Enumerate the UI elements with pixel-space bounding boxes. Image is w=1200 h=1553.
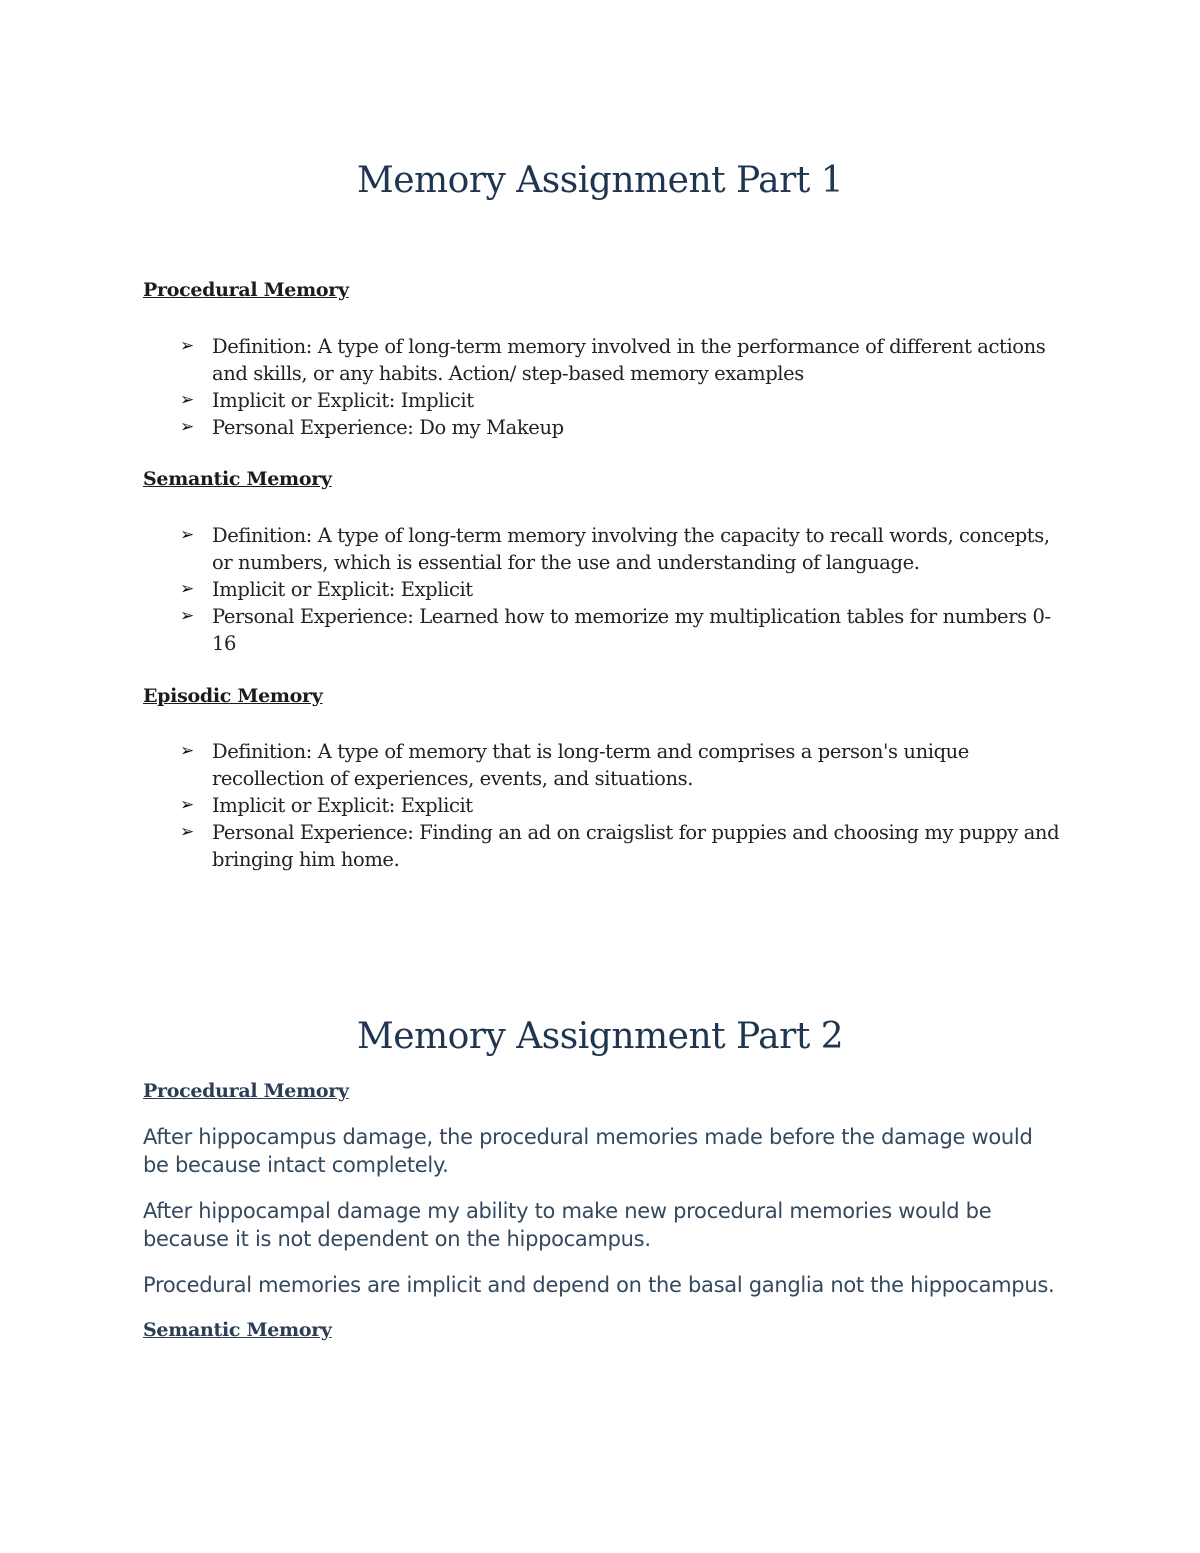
part1-title: Memory Assignment Part 1 [356,160,844,201]
list-item: ➢ Implicit or Explicit: Explicit [180,578,473,601]
arrowhead-bullet-icon: ➢ [180,336,194,356]
list-item: ➢ Definition: A type of long-term memory involving the capacity to recall words, concepts, or numbers, which is essential for the use and understanding of language. [180,524,1050,574]
arrowhead-bullet-icon: ➢ [180,795,194,815]
part2-heading-semantic: Semantic Memory [143,1319,332,1341]
list-item: ➢ Personal Experience: Do my Makeup [180,416,564,439]
arrowhead-bullet-icon: ➢ [180,741,194,761]
part2-heading-procedural: Procedural Memory [143,1080,349,1102]
arrowhead-bullet-icon: ➢ [180,822,194,842]
list-item: ➢ Personal Experience: Finding an ad on craigslist for puppies and choosing my puppy and bringing him home. [180,821,1060,871]
paragraph-basal-ganglia: Procedural memories are implicit and depend on the basal ganglia not the hippocampus. [143,1273,1055,1297]
semantic-bullet-list [180,522,1060,657]
list-item: ➢ Definition: A type of memory that is long-term and comprises a person's unique recollection of experiences, events, and situations. [180,740,969,790]
list-item: ➢ Personal Experience: Learned how to memorize my multiplication tables for numbers 0-16 [180,605,1051,655]
episodic-bullet-list [180,738,1060,873]
arrowhead-bullet-icon: ➢ [180,525,194,545]
list-item: ➢ Implicit or Explicit: Implicit [180,389,474,412]
arrowhead-bullet-icon: ➢ [180,579,194,599]
arrowhead-bullet-icon: ➢ [180,417,194,437]
arrowhead-bullet-icon: ➢ [180,606,194,626]
paragraph-new-memories: After hippocampal damage my ability to make new procedural memories would be because it is not dependent on the hippocampus. [143,1199,992,1251]
section-heading-episodic: Episodic Memory [143,685,323,707]
section-heading-semantic: Semantic Memory [143,468,332,490]
arrowhead-bullet-icon: ➢ [180,390,194,410]
part2-title: Memory Assignment Part 2 [356,1016,844,1057]
list-item: ➢ Definition: A type of long-term memory involved in the performance of different actions and skills, or any habits. Action/ step-based memory examples [180,335,1046,385]
procedural-bullet-list [180,333,1060,441]
list-item: ➢ Implicit or Explicit: Explicit [180,794,473,817]
section-heading-procedural: Procedural Memory [143,279,349,301]
paragraph-prior-memories: After hippocampus damage, the procedural memories made before the damage would be because intact completely. [143,1125,1033,1177]
